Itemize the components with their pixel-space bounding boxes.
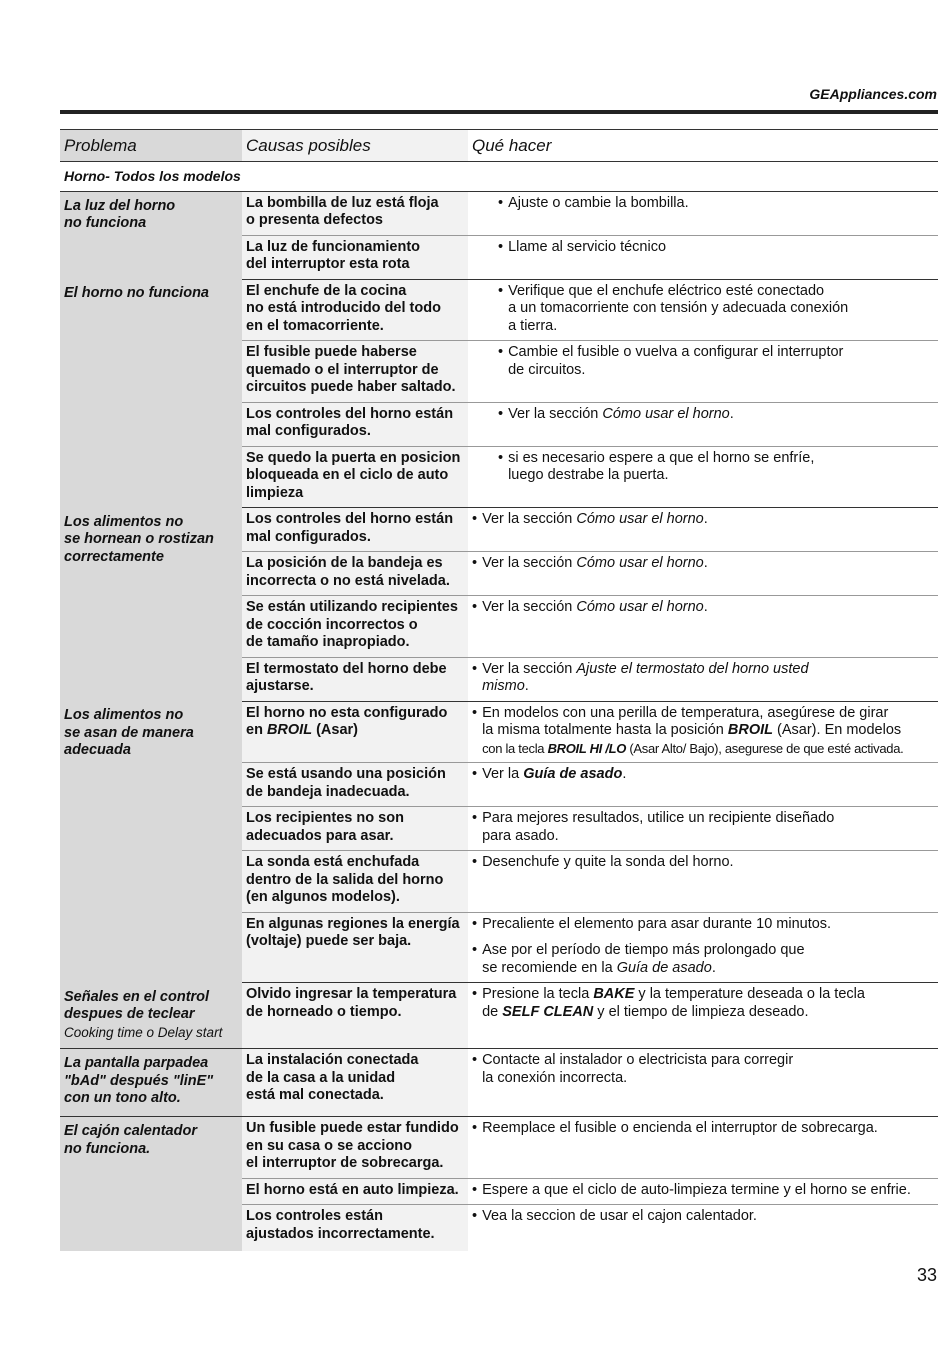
cause-cell: Se está usando una posición de bandeja inadecuada. <box>242 763 468 807</box>
table-row <box>60 508 938 552</box>
cause-cell: El horno no esta configurado en BROIL (Asar) <box>242 701 468 763</box>
action-cell: • Ver la sección Cómo usar el horno. <box>468 552 938 596</box>
table-header <box>60 130 938 162</box>
action-cell: • En modelos con una perilla de temperatura, asegúrese de girar la misma totalmente hasta la posición BROIL (Asar). En modelos con la tecla BROIL HI /LO (Asar Alto/ Bajo), asegurese de que esté activada. <box>468 701 938 763</box>
cause-cell: Los controles del horno están mal configurados. <box>242 402 468 446</box>
cause-cell: Los controles del horno están mal configurados. <box>242 508 468 552</box>
problem-cell: La luz del horno no funciona <box>60 191 242 279</box>
action-cell: • Precaliente el elemento para asar durante 10 minutos. • Ase por el período de tiempo más prolongado que se recomiende en la Guía de asado. <box>468 912 938 983</box>
table-row <box>60 279 938 341</box>
problem-cell: Los alimentos no se hornean o rostizan correctamente <box>60 508 242 702</box>
action-cell: • Contacte al instalador o electricista para corregir la conexión incorrecta. <box>468 1049 938 1117</box>
cause-cell: Un fusible puede estar fundido en su casa o se acciono el interruptor de sobrecarga. <box>242 1117 468 1179</box>
col-what: Qué hacer <box>468 130 938 162</box>
action-cell: • Ver la sección Cómo usar el horno. <box>468 402 938 446</box>
cause-cell: Se quedo la puerta en posicion bloqueada en el ciclo de auto limpieza <box>242 446 468 508</box>
section-title: Horno- Todos los modelos <box>60 162 938 192</box>
cause-cell: El horno está en auto limpieza. <box>242 1178 468 1205</box>
site-url: GEAppliances.com <box>809 86 937 102</box>
action-cell: • Espere a que el ciclo de auto-limpieza termine y el horno se enfrie. <box>468 1178 938 1205</box>
problem-cell: Señales en el control despues de teclear Cooking time o Delay start <box>60 983 242 1049</box>
col-causes: Causas posibles <box>242 130 468 162</box>
action-cell: • Verifique que el enchufe eléctrico esté conectado a un tomacorriente con tensión y adecuada conexión a tierra. <box>468 279 938 341</box>
action-cell: • Llame al servicio técnico <box>468 235 938 279</box>
col-problem: Problema <box>60 130 242 162</box>
cause-cell: Olvido ingresar la temperatura de horneado o tiempo. <box>242 983 468 1049</box>
cause-cell: En algunas regiones la energía (voltaje) puede ser baja. <box>242 912 468 983</box>
cause-cell: La bombilla de luz está floja o presenta defectos <box>242 191 468 235</box>
cause-cell: Los recipientes no son adecuados para asar. <box>242 807 468 851</box>
problem-cell: El cajón calentador no funciona. <box>60 1117 242 1252</box>
action-cell: • Ver la sección Cómo usar el horno. <box>468 596 938 658</box>
action-cell: • Para mejores resultados, utilice un recipiente diseñado para asado. <box>468 807 938 851</box>
action-cell: • Presione la tecla BAKE y la temperature deseada o la tecla de SELF CLEAN y el tiempo de limpieza deseado. <box>468 983 938 1049</box>
cause-cell: El termostato del horno debe ajustarse. <box>242 657 468 701</box>
action-cell: • Ver la sección Ajuste el termostato del horno usted mismo. <box>468 657 938 701</box>
action-cell: • Ver la sección Cómo usar el horno. <box>468 508 938 552</box>
cause-cell: Los controles están ajustados incorrectamente. <box>242 1205 468 1252</box>
cause-cell: El enchufe de la cocina no está introducido del todo en el tomacorriente. <box>242 279 468 341</box>
action-cell: • Ver la Guía de asado. <box>468 763 938 807</box>
header-rule <box>60 110 938 114</box>
problem-cell: Los alimentos no se asan de manera adecuada <box>60 701 242 983</box>
action-cell: • si es necesario espere a que el horno se enfríe, luego destrabe la puerta. <box>468 446 938 508</box>
action-cell: • Reemplace el fusible o encienda el interruptor de sobrecarga. <box>468 1117 938 1179</box>
cause-cell: La luz de funcionamiento del interruptor esta rota <box>242 235 468 279</box>
cause-cell: El fusible puede haberse quemado o el interruptor de circuitos puede haber saltado. <box>242 341 468 403</box>
table-row <box>60 983 938 1049</box>
troubleshooting-table <box>60 129 938 1251</box>
cause-cell: La instalación conectada de la casa a la unidad está mal conectada. <box>242 1049 468 1117</box>
cause-cell: Se están utilizando recipientes de cocción incorrectos o de tamaño inapropiado. <box>242 596 468 658</box>
cause-cell: La posición de la bandeja es incorrecta o no está nivelada. <box>242 552 468 596</box>
action-cell: • Desenchufe y quite la sonda del horno. <box>468 851 938 913</box>
action-cell: • Ajuste o cambie la bombilla. <box>468 191 938 235</box>
problem-cell: La pantalla parpadea "bAd" después "linE" con un tono alto. <box>60 1049 242 1117</box>
cause-cell: La sonda está enchufada dentro de la salida del horno (en algunos modelos). <box>242 851 468 913</box>
page-number: 33 <box>916 1265 937 1285</box>
problem-cell: El horno no funciona <box>60 279 242 508</box>
table-row <box>60 701 938 763</box>
action-cell: • Cambie el fusible o vuelva a configurar el interruptor de circuitos. <box>468 341 938 403</box>
table-row <box>60 191 938 235</box>
table-row <box>60 1117 938 1179</box>
table-row <box>60 1049 938 1117</box>
action-cell: • Vea la seccion de usar el cajon calentador. <box>472 1208 757 1224</box>
